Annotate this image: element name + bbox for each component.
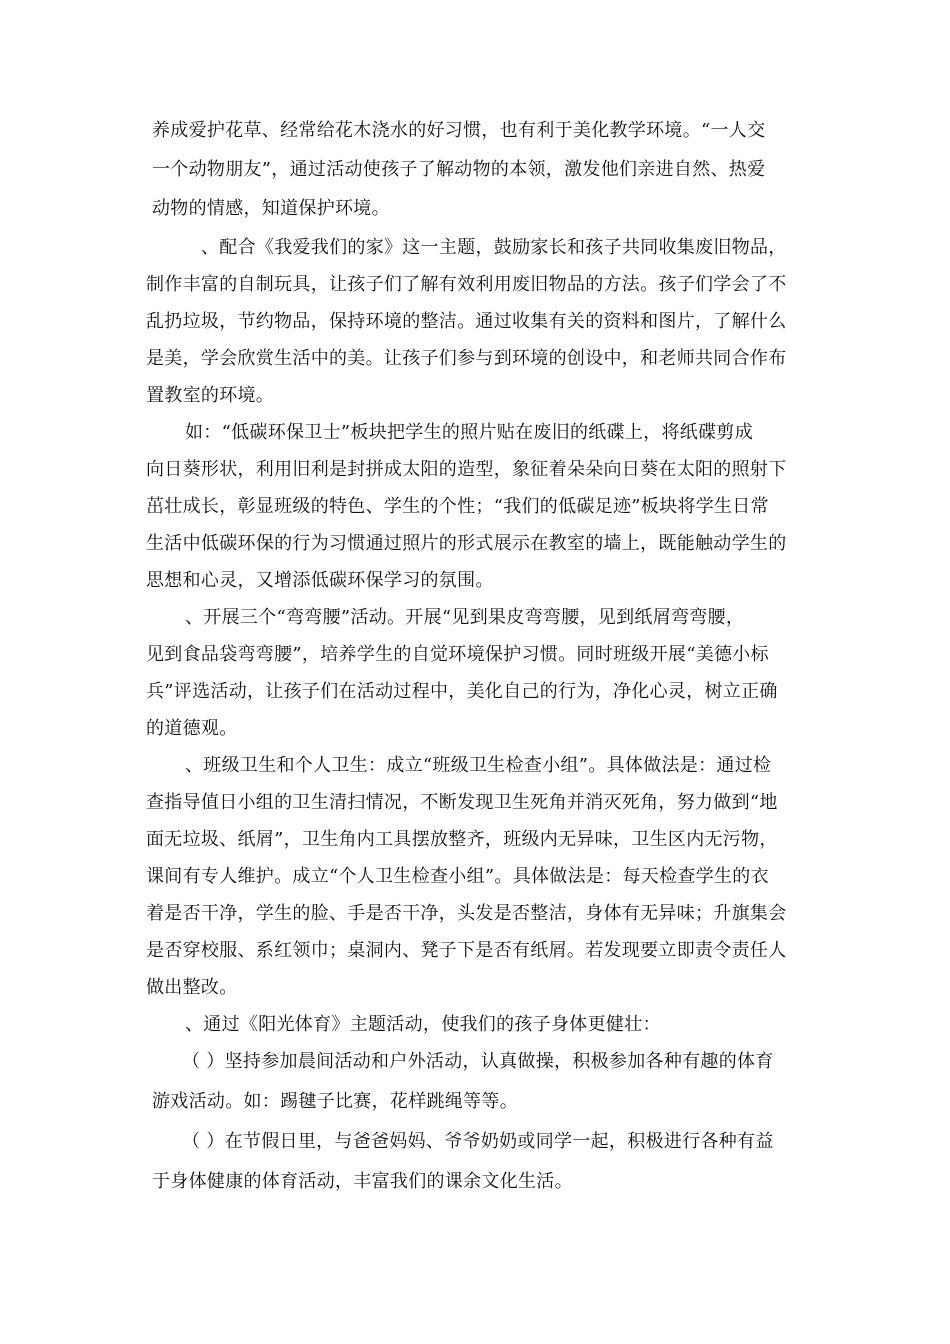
text-line: 向日葵形状，利用旧利是封拼成太阳的造型，象征着朵朵向日葵在太阳的照射下 bbox=[146, 459, 787, 480]
text-line: 是美，学会欣赏生活中的美。让孩子们参与到环境的创设中，和老师共同合作布 bbox=[146, 348, 787, 369]
text-line: 乱扔垃圾，节约物品，保持环境的整洁。通过收集有关的资料和图片，了解什么 bbox=[146, 311, 787, 332]
text-line: 的道德观。 bbox=[146, 718, 238, 739]
text-line: 思想和心灵，又增添低碳环保学习的氛围。 bbox=[146, 570, 494, 591]
text-line: 着是否干净，学生的脸、手是否干净，头发是否整洁，身体有无异味；升旗集会 bbox=[146, 903, 787, 924]
text-line: 查指导值日小组的卫生清扫情况，不断发现卫生死角并消灭死角，努力做到“地 bbox=[146, 792, 778, 813]
text-line: 兵”评选活动，让孩子们在活动过程中，美化自己的行为，净化心灵，树立正确 bbox=[146, 681, 778, 702]
text-line: 、开展三个“弯弯腰”活动。开展“见到果皮弯弯腰，见到纸屑弯弯腰， bbox=[185, 607, 745, 628]
text-line: 见到食品袋弯弯腰”，培养学生的自觉环境保护习惯。同时班级开展“美德小标 bbox=[146, 644, 769, 665]
text-line: 于身体健康的体育活动，丰富我们的课余文化生活。 bbox=[152, 1171, 573, 1192]
text-line: 一个动物朋友”，通过活动使孩子了解动物的本领，激发他们亲进自然、热爱 bbox=[152, 159, 766, 180]
text-line: 制作丰富的自制玩具，让孩子们了解有效利用废旧物品的方法。孩子们学会了不 bbox=[146, 274, 787, 295]
text-line: 茁壮成长，彰显班级的特色、学生的个性；“我们的低碳足迹”板块将学生日常 bbox=[146, 496, 769, 517]
text-line: 游戏活动。如：踢毽子比赛，花样跳绳等等。 bbox=[152, 1091, 518, 1112]
text-line: 、班级卫生和个人卫生：成立“班级卫生检查小组”。具体做法是：通过检 bbox=[185, 755, 772, 776]
text-line: （ ）坚持参加晨间活动和户外活动，认真做操，积极参加各种有趣的体育 bbox=[182, 1051, 774, 1072]
text-line: 面无垃圾、纸屑”，卫生角内工具摆放整齐，班级内无异味，卫生区内无污物， bbox=[146, 829, 778, 850]
text-line: （ ）在节假日里，与爸爸妈妈、爷爷奶奶或同学一起，积极进行各种有益 bbox=[182, 1131, 774, 1152]
text-line: 、配合《我爱我们的家》这一主题，鼓励家长和孩子共同收集废旧物品， bbox=[201, 237, 787, 258]
text-line: 课间有专人维护。成立“个人卫生检查小组”。具体做法是：每天检查学生的衣 bbox=[146, 866, 769, 887]
text-line: 养成爱护花草、经常给花木浇水的好习惯，也有利于美化教学环境。“一人交 bbox=[152, 120, 766, 141]
text-line: 如：“低碳环保卫士”板块把学生的照片贴在废旧的纸碟上，将纸碟剪成 bbox=[185, 422, 754, 443]
text-line: 是否穿校服、系红领巾；桌洞内、凳子下是否有纸屑。若发现要立即责令责任人 bbox=[146, 940, 787, 961]
text-line: 动物的情感，知道保护环境。 bbox=[152, 198, 390, 219]
text-line: 生活中低碳环保的行为习惯通过照片的形式展示在教室的墙上，既能触动学生的 bbox=[146, 533, 787, 554]
text-line: 、通过《阳光体育》主题活动，使我们的孩子身体更健壮： bbox=[185, 1014, 661, 1035]
text-line: 置教室的环境。 bbox=[146, 385, 275, 406]
text-line: 做出整改。 bbox=[146, 977, 238, 998]
